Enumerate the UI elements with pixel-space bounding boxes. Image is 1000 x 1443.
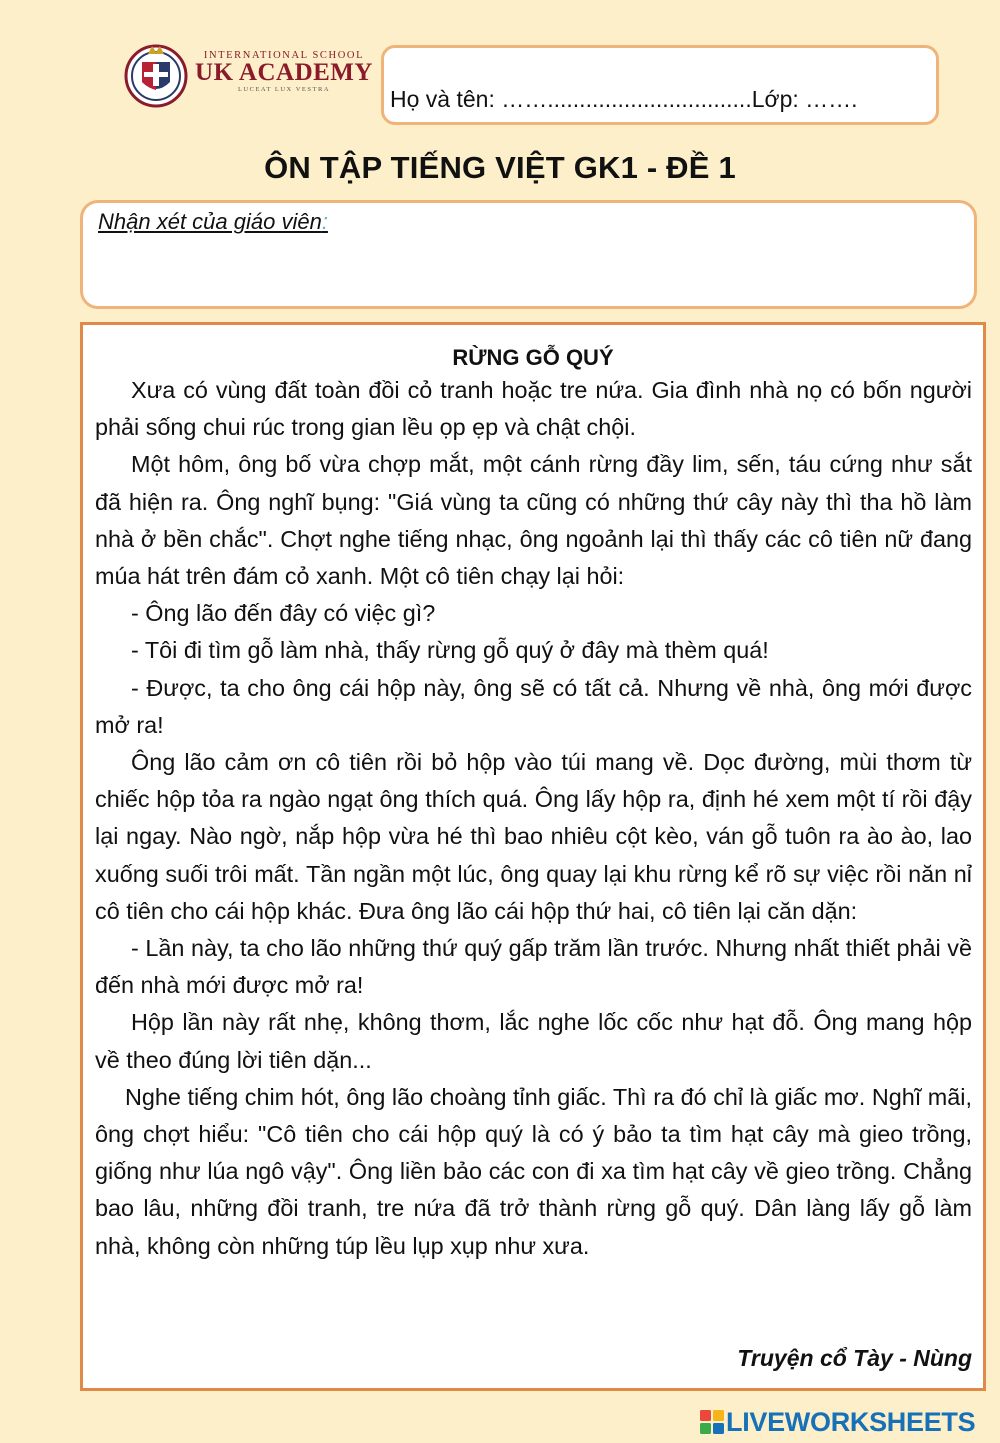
- story-paragraph: Một hôm, ông bố vừa chợp mắt, một cánh rừng đầy lim, sến, táu cứng như sắt đã hiện ra. Ông nghĩ bụng: "Giá vùng ta cũng có những thứ cây này thì tha hồ làm nhà ở bền chắc". Chợt nghe tiếng nhạc, ông ngoảnh lại thì thấy các cô tiên nữ đang múa hát trên đám cỏ xanh. Một cô tiên chạy lại hỏi:: [95, 451, 972, 590]
- page-title: ÔN TẬP TIẾNG VIỆT GK1 - ĐỀ 1: [264, 150, 736, 185]
- school-motto: LUCEAT LUX VESTRA: [237, 86, 331, 93]
- story-paragraph: Ông lão cảm ơn cô tiên rồi bỏ hộp vào túi mang về. Dọc đường, mùi thơm từ chiếc hộp tỏa ra ngào ngạt ông thích quá. Ông lấy hộp ra, định hé xem một tí rồi đậy lại ngay. Nào ngờ, nắp hộp vừa hé thì bao nhiêu cột kèo, ván gỗ tuôn ra ào ào, lao xuống suối trôi mất. Tần ngần một lúc, ông quay lại khu rừng kể rõ sự việc rồi năn nỉ cô tiên cho cái hộp khác. Đưa ông lão cái hộp thứ hai, cô tiên lại căn dặn:: [95, 749, 972, 924]
- school-name-block: [194, 50, 374, 93]
- story-dialogue: - Lần này, ta cho lão những thứ quý gấp trăm lần trước. Nhưng nhất thiết phải về đến nhà mới được mở ra!: [95, 935, 972, 999]
- story-paragraph: Hộp lần này rất nhẹ, không thơm, lắc nghe lốc cốc như hạt đỗ. Ông mang hộp về theo đúng lời tiên dặn...: [95, 1009, 972, 1073]
- story-source: Truyện cổ Tày - Nùng: [737, 1345, 972, 1371]
- teacher-comment-box[interactable]: [80, 200, 977, 309]
- story-body: [95, 372, 972, 1265]
- story-paragraph: Xưa có vùng đất toàn đồi cỏ tranh hoặc tre nứa. Gia đình nhà nọ có bốn người phải sống chui rúc trong gian lều ọp ẹp và chật chội.: [95, 377, 972, 441]
- school-type: INTERNATIONAL SCHOOL: [203, 50, 365, 61]
- story-title: RỪNG GỖ QUÝ: [452, 345, 614, 370]
- student-info-box: [381, 45, 939, 125]
- story-dialogue: - Tôi đi tìm gỗ làm nhà, thấy rừng gỗ quý ở đây mà thèm quá!: [131, 637, 769, 664]
- teacher-comment-colon: :: [321, 209, 328, 234]
- school-crest-icon: [120, 40, 192, 108]
- school-logo: [120, 40, 375, 110]
- story-dialogue: - Ông lão đến đây có việc gì?: [131, 600, 436, 627]
- teacher-comment-label-text: Nhận xét của giáo viên: [98, 209, 322, 234]
- story-paragraph: Nghe tiếng chim hót, ông lão choàng tỉnh giấc. Thì ra đó chỉ là giấc mơ. Nghĩ mãi, ông chợt hiểu: "Cô tiên cho cái hộp quý là có ý bảo ta tìm hạt cây mà gieo trồng, giống như lúa ngô vậy". Ông liền bảo các con đi xa tìm hạt cây về gieo trồng. Chẳng bao lâu, những đồi tranh, tre nứa đã trở thành rừng gỗ quý. Dân làng lấy gỗ làm nhà, không còn những túp lều lụp xụp như xưa.: [95, 1083, 972, 1259]
- story-passage: [80, 322, 986, 1391]
- school-name: UK ACADEMY: [195, 59, 373, 86]
- story-dialogue: - Được, ta cho ông cái hộp này, ông sẽ có tất cả. Nhưng về nhà, ông mới được mở ra!: [95, 674, 972, 738]
- liveworksheets-wordmark: LIVEWORKSHEETS: [726, 1407, 976, 1437]
- liveworksheets-logo-icon: [700, 1410, 724, 1434]
- name-class-field[interactable]: Họ và tên: ……................................Lớp: …….: [390, 86, 858, 112]
- teacher-comment-label: [98, 209, 328, 235]
